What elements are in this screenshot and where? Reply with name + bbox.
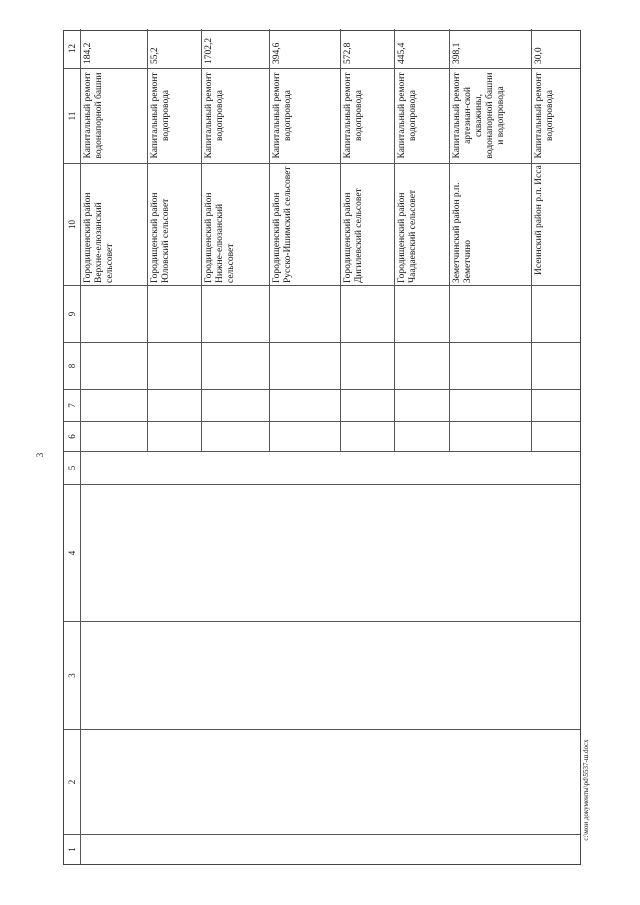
column-header: 5 bbox=[64, 452, 81, 484]
table-cell-location: Городищенский район Дигилевский сельсовет bbox=[343, 188, 364, 283]
table-cell-work: Капитальный ремонт водопровода bbox=[272, 72, 293, 159]
column-header: 10 bbox=[64, 164, 81, 285]
column-header: 12 bbox=[64, 29, 81, 68]
table-cell-location: Городищенский район Чаадаевский сельсовет bbox=[397, 189, 418, 283]
column-header: 3 bbox=[64, 622, 81, 729]
page-number: 3 bbox=[35, 452, 45, 458]
table-cell-work: Капитальный ремонт водопровода bbox=[343, 72, 364, 159]
column-header: 1 bbox=[64, 835, 81, 864]
column-5 bbox=[64, 451, 580, 484]
table-cell-amount: 394,6 bbox=[272, 42, 282, 64]
table-cell-location: Земетчинский район р.п. Земетчино bbox=[452, 182, 473, 283]
column-2 bbox=[64, 729, 580, 834]
table-cell-location: Городищенский район Нижне-елюзанский сельсовет bbox=[204, 192, 236, 283]
table-cell-amount: 30,0 bbox=[534, 47, 544, 64]
table-cell-work: Капитальный ремонт водонапорной башни bbox=[83, 72, 104, 159]
table-cell-location: Исеинский район р.п. Исса bbox=[534, 165, 544, 275]
column-3 bbox=[64, 621, 580, 729]
table-cell-work: Капитальный ремонт водопровода bbox=[534, 72, 555, 159]
table-cell-work: Капитальный ремонт водопровода bbox=[397, 72, 418, 159]
column-4 bbox=[64, 484, 580, 621]
table-cell-amount: 572,8 bbox=[343, 42, 353, 64]
table-cell-work: Капитальный ремонт водопровода bbox=[204, 72, 225, 159]
column-1 bbox=[64, 834, 580, 864]
column-header: 2 bbox=[64, 730, 81, 834]
footer-file-path: c:\мои документы\pd\5537-ш.docx bbox=[582, 739, 590, 841]
column-8 bbox=[64, 342, 580, 389]
table-cell-amount: 184,2 bbox=[83, 42, 93, 64]
data-table bbox=[63, 30, 581, 865]
table-cell-work: Капитальный ремонт артезиан-ской скважины, водонапорной башни и водопровода bbox=[452, 72, 506, 159]
column-header: 9 bbox=[64, 286, 81, 342]
table-cell-amount: 55,2 bbox=[150, 47, 160, 64]
column-6 bbox=[64, 421, 580, 451]
column-7 bbox=[64, 389, 580, 421]
table-cell-location: Городищенский район Русско-Ишимский сельсовет bbox=[272, 166, 293, 283]
table-cell-amount: 1702,2 bbox=[204, 37, 214, 64]
column-header: 6 bbox=[64, 422, 81, 451]
column-header: 7 bbox=[64, 390, 81, 421]
column-header: 8 bbox=[64, 343, 81, 389]
table-cell-location: Городищенский район Юловский сельсовет bbox=[150, 192, 171, 283]
column-header: 11 bbox=[64, 69, 81, 163]
table-cell-amount: 398,1 bbox=[452, 42, 462, 64]
table-cell-location: Городищенский район Верхне-елюзанский сельсовет bbox=[83, 192, 115, 283]
column-9 bbox=[64, 285, 580, 342]
table-cell-amount: 445,4 bbox=[397, 42, 407, 64]
column-header: 4 bbox=[64, 485, 81, 621]
table-cell-work: Капитальный ремонт водопровода bbox=[150, 72, 171, 159]
